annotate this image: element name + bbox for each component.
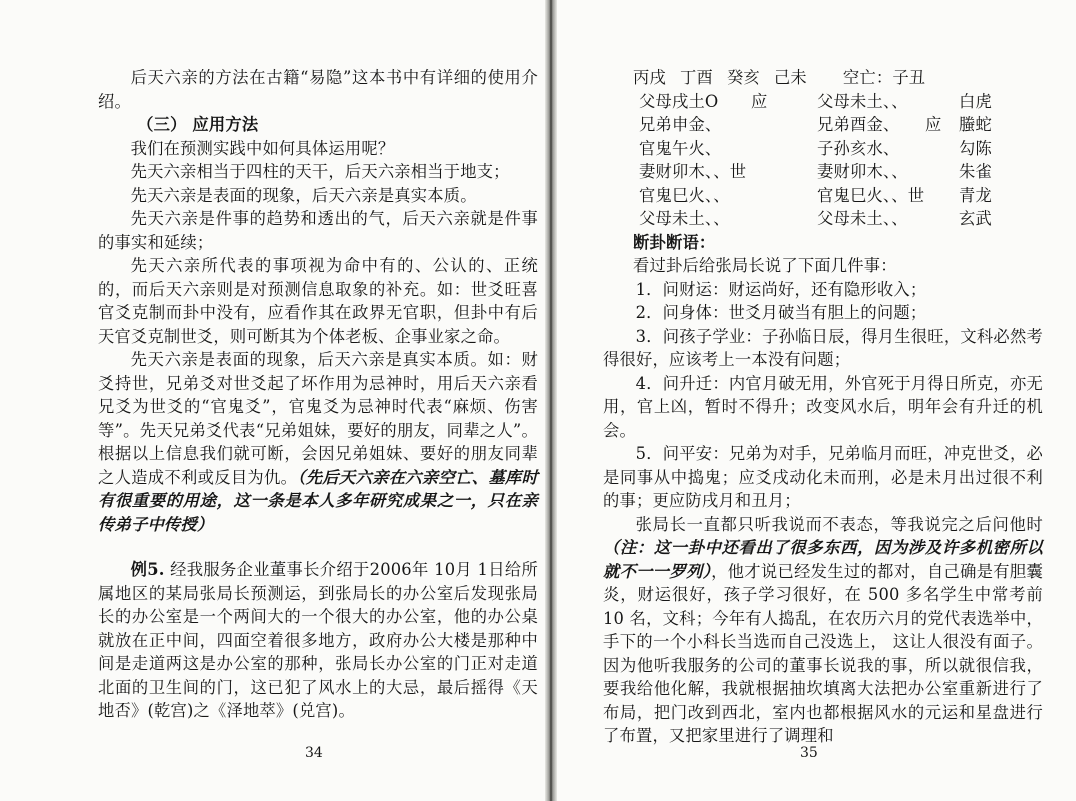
paragraph: 先天六亲是表面的现象，后天六亲是真实本质。	[130, 185, 477, 205]
right-text-column	[603, 66, 1043, 748]
section-title: 断卦断语：	[633, 232, 716, 252]
book-gutter	[545, 0, 557, 801]
original-yao: 官鬼午火、	[639, 138, 722, 158]
paragraph	[98, 348, 538, 536]
ganzhi-year: 丙戌	[633, 68, 666, 87]
left-text-column	[98, 66, 538, 723]
intro-line: 看过卦后给张局长说了下面几件事：	[633, 256, 897, 275]
ganzhi-hour: 己未	[773, 68, 807, 87]
original-mark	[751, 184, 817, 208]
hexagram-row	[639, 113, 992, 137]
ganzhi-day: 癸亥	[726, 68, 760, 87]
example-label: 例5.	[130, 560, 165, 579]
hexagram-table	[639, 90, 992, 231]
changed-yao: 父母未土、、	[817, 209, 908, 228]
ganzhi-month: 丁酉	[679, 68, 713, 87]
closing-start: 张局长一直都只听我说而不表态，等我说完之后问他时	[635, 514, 1043, 534]
closing-rest: ，他才说已经发生过的都对，自己确是有胆囊炎，财运很好，孩子学习很好，在 500 多名学生中常考前 10 名，文科；今年有人捣乱，在农历六月的党代表选举中，手下的一个小科长当选而自己没选上， 这让人很没有面子。因为他听我服务的公司的董事长说我的事，所以就很信我，要我给他化解，我就根据抽坎填离大法把办公室重新进行了布局，把门改到西北，室内也都根据风水的元运和星盘进行了布置，又把家里进行了调理和	[603, 561, 1043, 745]
original-yao: 父母未土、、	[639, 209, 730, 228]
changed-mark	[925, 184, 959, 208]
hexagram-row	[639, 90, 992, 114]
original-yao: 妻财卯木、、世	[639, 162, 747, 181]
original-mark	[751, 137, 817, 161]
six-god: 青龙	[959, 185, 992, 205]
paragraph: 先天六亲相当于四柱的天干，后天六亲相当于地支；	[130, 162, 510, 181]
six-god: 朱雀	[959, 162, 992, 181]
paragraph-text: 先天六亲是表面的现象，后天六亲是真实本质。如：财爻持世，兄弟爻对世爻起了坏作用为忌神时，用后天六亲看兄爻为世爻的“官鬼爻”，官鬼爻为忌神时代表“麻烦、伤害等”。先天兄弟爻代表“兄弟姐妹，要好的朋友，同辈之人”。根据以上信息我们就可断，会因兄弟姐妹、要好的朋友同辈之人造成不利或反目为仇。	[98, 350, 538, 487]
hexagram-row	[639, 137, 992, 161]
page-number: 35	[800, 745, 818, 761]
closing-note: （注：这一卦中还看出了很多东西，因为涉及许多机密所以就不一一罗列）	[603, 538, 1043, 581]
paragraph: 我们在预测实践中如何具体运用呢？	[130, 138, 395, 158]
hexagram-row	[639, 207, 992, 231]
author-note: （先后天六亲在六亲空亡、墓库时有很重要的用途，这一条是本人多年研究成果之一，只在亲传弟子中传授）	[98, 467, 539, 534]
paragraph: 先天六亲所代表的事项视为命中有的、公认的、正统的，而后天六亲则是对预测信息取象的补充。如：世爻旺喜官爻克制而卦中没有，应看作其在政界无官职，但卦中有后天官爻克制世爻，则可断其为个体老板、企事业家之命。	[98, 256, 538, 346]
right-page	[557, 0, 1076, 801]
changed-yao: 父母未土、、	[817, 91, 908, 111]
changed-yao: 兄弟酉金、	[817, 115, 900, 134]
list-item: 3．问孩子学业：子孙临日辰，得月生很旺，文科必然考得很好，应该考上一本没有问题；	[603, 326, 1043, 369]
six-god: 玄武	[959, 209, 992, 228]
changed-yao: 妻财卯木、、	[817, 162, 908, 181]
example-paragraph	[98, 558, 538, 723]
hexagram-row	[639, 160, 992, 184]
paragraph: 先天六亲是件事的趋势和透出的气，后天六亲就是件事的事实和延续；	[98, 209, 538, 252]
paragraph: 后天六亲的方法在古籍“易隐”这本书中有详细的使用介绍。	[98, 68, 538, 111]
list-item: 4．问升迁：内官月破无用，外官死于月得日所克，亦无用，官上凶，暂时不得升；改变风水后，明年会有升迁的机会。	[603, 373, 1043, 440]
changed-mark	[925, 207, 959, 231]
six-god: 勾陈	[959, 138, 992, 158]
section-heading: （三） 应用方法	[137, 115, 259, 134]
original-mark	[751, 113, 817, 137]
original-mark: 应	[751, 91, 768, 111]
void-label: 空亡：子丑	[842, 68, 926, 87]
example-text: 经我服务企业董事长介绍于2006年 10月 1日给所属地区的某局张局长预测运，到张局长的办公室后发现张局长的办公室是一个两间大的一个很大的办公室，他的办公桌就放在正中间，四面空着很多地方，政府办公大楼是那种中间是走道两这是办公室的那种，张局长办公室的门正对走道北面的卫生间的门，这已犯了风水上的大忌，最后摇得《天地否》(乾宫)之《泽地萃》(兑宫)。	[98, 560, 538, 720]
changed-yao: 子孙亥水、	[817, 138, 900, 158]
original-mark	[751, 160, 817, 184]
list-item: 1．问财运：财运尚好，还有隐形收入；	[635, 279, 927, 299]
hexagram-header	[603, 66, 1043, 90]
original-yao: 父母戌土O	[639, 91, 719, 111]
closing-paragraph	[603, 513, 1043, 748]
original-yao: 兄弟申金、	[639, 115, 722, 134]
original-mark	[751, 207, 817, 231]
six-god: 螣蛇	[959, 115, 992, 134]
hexagram-row	[639, 184, 992, 208]
changed-mark	[925, 90, 959, 114]
changed-mark: 应	[925, 115, 942, 134]
page-number: 34	[305, 745, 323, 761]
list-item: 2．问身体：世爻月破当有胆上的问题；	[635, 303, 927, 322]
changed-mark	[925, 137, 959, 161]
list-item: 5．问平安：兄弟为对手，兄弟临月而旺，冲克世爻，必是同事从中捣鬼；应爻戌动化未而刑，必是未月出过很不利的事；更应防戌月和丑月；	[603, 444, 1043, 510]
six-god: 白虎	[959, 91, 992, 111]
changed-mark	[925, 160, 959, 184]
original-yao: 官鬼巳火、、	[639, 185, 730, 205]
changed-yao: 官鬼巳火、、世	[817, 185, 925, 205]
